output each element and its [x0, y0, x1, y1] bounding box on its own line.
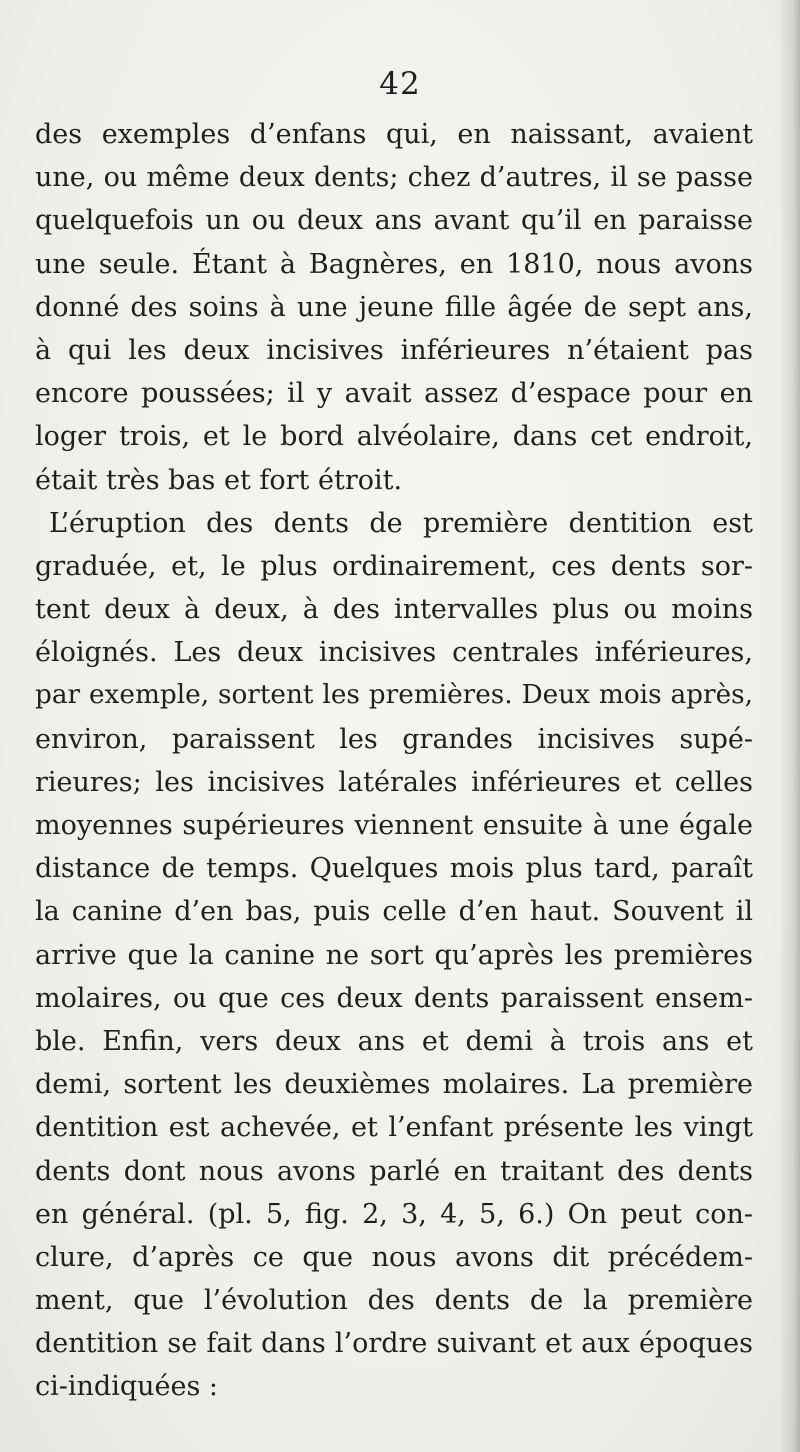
text-line: arrive que la canine ne sort qu’après les premières	[35, 939, 753, 971]
text-line: clure, d’après ce que nous avons dit précédem-	[35, 1241, 753, 1273]
text-line: environ, paraissent les grandes incisives supé-	[35, 723, 753, 755]
text-line: graduée, et, le plus ordinairement, ces dents sor-	[35, 550, 753, 582]
page-body-text	[35, 113, 753, 1409]
text-line: ment, que l’évolution des dents de la première	[35, 1285, 753, 1317]
text-line: à qui les deux incisives inférieures n’étaient pas	[35, 334, 753, 366]
paragraph	[35, 502, 753, 1409]
text-line: encore poussées; il y avait assez d’espace pour en	[35, 378, 753, 410]
paragraph	[35, 113, 753, 502]
text-line: dentition est achevée, et l’enfant présente les vingt	[35, 1112, 753, 1144]
text-line: loger trois, et le bord alvéolaire, dans cet endroit,	[35, 421, 753, 453]
page-number: 42	[379, 66, 421, 102]
text-line: ci-indiquées :	[35, 1371, 218, 1403]
text-line: rieures; les incisives latérales inférieures et celles	[35, 766, 753, 798]
text-line: éloignés. Les deux incisives centrales inférieures,	[35, 637, 753, 669]
text-line: la canine d’en bas, puis celle d’en haut. Souvent il	[35, 896, 753, 928]
page-binding-shadow	[778, 0, 800, 1452]
text-line: donné des soins à une jeune fille âgée de sept ans,	[35, 291, 753, 323]
text-line: dentition se fait dans l’ordre suivant et aux époques	[35, 1328, 753, 1360]
text-line: une, ou même deux dents; chez d’autres, il se passe	[35, 162, 753, 194]
text-line: demi, sortent les deuxièmes molaires. La première	[35, 1069, 753, 1101]
text-line: quelquefois un ou deux ans avant qu’il en paraisse	[35, 205, 753, 237]
text-line: molaires, ou que ces deux dents paraissent ensem-	[35, 982, 753, 1014]
text-line: L’éruption des dents de première dentition est	[49, 507, 753, 539]
text-line: tent deux à deux, à des intervalles plus ou moins	[35, 594, 753, 626]
text-line: moyennes supérieures viennent ensuite à une égale	[35, 810, 753, 841]
text-line: par exemple, sortent les premières. Deux mois après,	[35, 680, 753, 711]
text-line: dents dont nous avons parlé en traitant des dents	[35, 1155, 753, 1187]
text-line: distance de temps. Quelques mois plus tard, paraît	[35, 853, 753, 885]
text-line: en général. (pl. 5, fig. 2, 3, 4, 5, 6.) On peut con-	[35, 1198, 753, 1230]
text-line: des exemples d’enfans qui, en naissant, avaient	[35, 119, 753, 150]
text-line: ble. Enfin, vers deux ans et demi à trois ans et	[35, 1025, 753, 1057]
text-line: était très bas et fort étroit.	[35, 464, 403, 496]
text-line: une seule. Étant à Bagnères, en 1810, nous avons	[35, 248, 753, 280]
